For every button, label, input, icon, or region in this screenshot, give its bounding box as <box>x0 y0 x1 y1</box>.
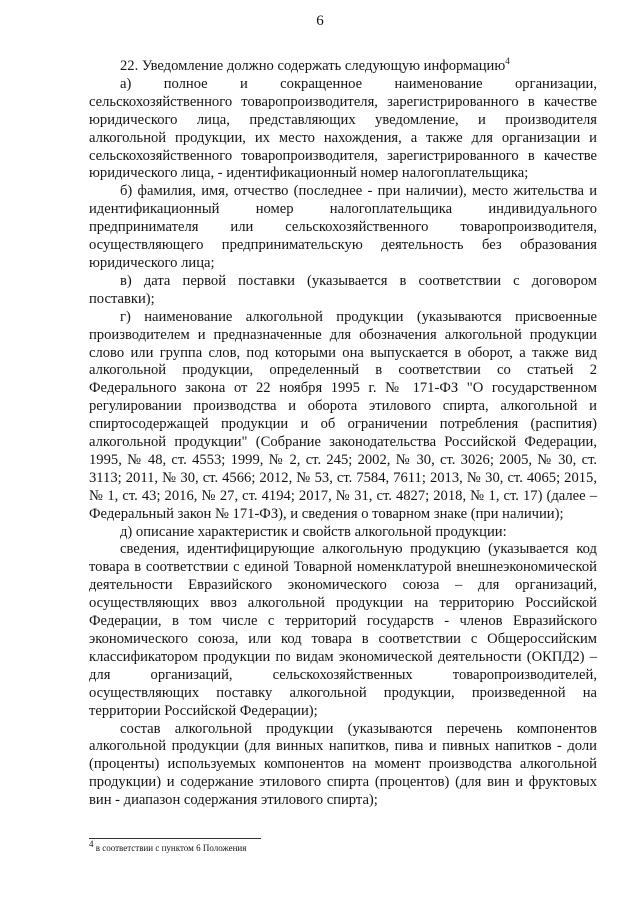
footnote-marker: 4 <box>89 839 94 849</box>
section-heading <box>89 58 597 76</box>
footnote-ref: 4 <box>505 56 510 67</box>
footnote <box>89 839 597 854</box>
paragraph-v: в) дата первой поставки (указывается в соответствии с договором поставки); <box>89 272 597 307</box>
paragraph-d: д) описание характеристик и свойств алкогольной продукции: <box>120 523 507 540</box>
paragraph-composition: состав алкогольной продукции (указываются перечень компонентов алкогольной продукции (для винных напитков, пива и пивных напитков - доли (проценты) используемых компонентов на момент производства алкогольной продукции) и содержание этилового спирта (процентов) (для вин и фруктовых вин - диапазон содержания этилового спирта); <box>89 720 597 809</box>
paragraph-g: г) наименование алкогольной продукции (указываются присвоенные производителем и предназначенные для обозначения алкогольной продукции слово или группа слов, под которыми она выпускается в оборот, а также вид алкогольной продукции, определенный в соответствии со статьей 2 Федерального закона от 22 ноября 1995 г. № 171-ФЗ "О государственном регулировании производства и оборота этилового спирта, алкогольной и спиртосодержащей продукции и об ограничении потребления (распития) алкогольной продукции" (Собрание законодательства Российской Федерации, 1995, № 48, ст. 4553; 1999, № 2, ст. 245; 2002, № 30, ст. 3026; 2005, № 30, ст. 3113; 2011, № 30, ст. 4566; 2012, № 53, ст. 7584, 7611; 2013, № 30, ст. 4065; 2015, № 1, ст. 43; 2016, № 27, ст. 4194; 2017, № 31, ст. 4827; 2018, № 1, ст. 17) (далее – Федеральный закон № 171-ФЗ), и сведения о товарном знаке (при наличии); <box>89 308 597 522</box>
paragraph-b: б) фамилия, имя, отчество (последнее - при наличии), место жительства и идентификационный номер налогоплательщика индивидуального предпринимателя или сельскохозяйственного товаропроизводителя, осуществляющего предпринимательскую деятельность без образования юридического лица; <box>89 183 597 271</box>
footnote-divider <box>89 838 261 839</box>
footnote-text: в соответствии с пунктом 6 Положения <box>93 843 247 853</box>
page-number: 6 <box>316 13 324 29</box>
paragraph-a: а) полное и сокращенное наименование организации, сельскохозяйственного товаропроизводителя, зарегистрированного в качестве юридического лица, представляющих уведомление, и производителя алкогольной продукции, их место нахождения, а также для организации и сельскохозяйственного товаропроизводителя, зарегистрированного в качестве юридического лица, - идентификационный номер налогоплательщика; <box>89 75 597 182</box>
heading-text: 22. Уведомление должно содержать следующую информацию <box>120 58 506 74</box>
document-body <box>89 58 597 810</box>
paragraph-identification: сведения, идентифицирующие алкогольную продукцию (указывается код товара в соответствии с единой Товарной номенклатурой внешнеэкономической деятельности Евразийского экономического союза – для организаций, осуществляющих ввоз алкогольной продукции на территорию Российской Федерации, в том числе с территорий государств - членов Евразийского экономического союза, или код товара в соответствии с Общероссийским классификатором продукции по видам экономической деятельности (ОКПД2) – для организаций, сельскохозяйственных товаропроизводителей, осуществляющих поставку алкогольной продукции, произведенной на территории Российской Федерации); <box>89 541 597 719</box>
